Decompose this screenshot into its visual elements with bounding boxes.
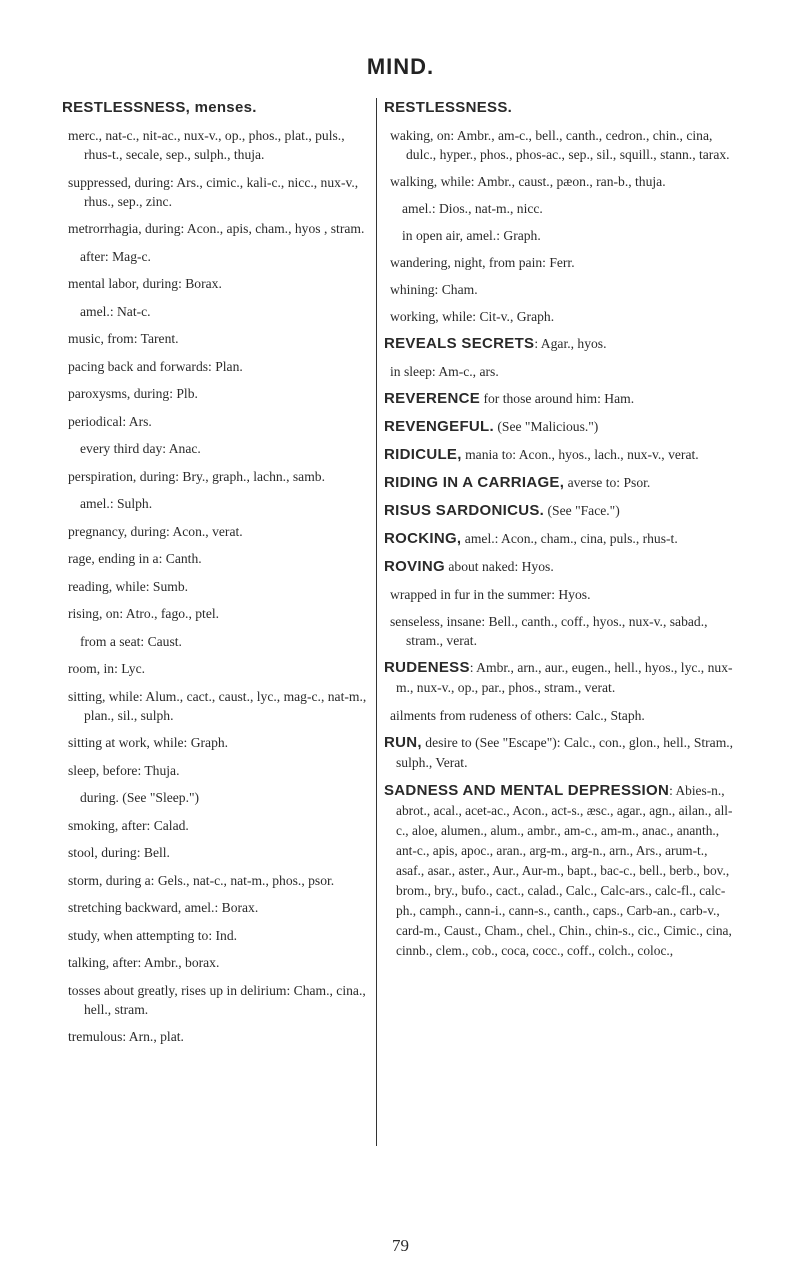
entry-line: amel.: Dios., nat-m., nicc. bbox=[402, 201, 543, 216]
entry-line: stool, during: Bell. bbox=[68, 845, 170, 860]
entry-line: senseless, insane: Bell., canth., coff., hyos., nux-v., sabad., stram., verat. bbox=[390, 614, 708, 648]
entry-risus bbox=[384, 501, 734, 521]
entry-line: smoking, after: Calad. bbox=[68, 817, 189, 833]
entry-riding bbox=[384, 473, 734, 493]
entry-rudeness bbox=[384, 658, 734, 698]
entry-text: : Ambr., arn., aur., eugen., hell., hyos., lyc., nux-m., nux-v., op., par., phos., stram., verat. bbox=[396, 660, 733, 695]
entry-text: : Agar., hyos. bbox=[534, 336, 607, 351]
entry-line: after: Mag-c. bbox=[80, 248, 151, 264]
entry-line: pregnancy, during: Acon., verat. bbox=[68, 523, 243, 539]
entry-text: desire to (See "Escape"): Calc., con., glon., hell., Stram., sulph., Verat. bbox=[396, 735, 734, 770]
entry-rocking bbox=[384, 529, 734, 549]
entry-text: about naked: Hyos. bbox=[444, 559, 554, 574]
entry-line: mental labor, during: Borax. bbox=[68, 276, 222, 291]
entry-line: pacing back and forwards: Plan. bbox=[68, 358, 243, 374]
entry-title: RUDENESS bbox=[384, 659, 470, 676]
entry-title: SADNESS AND MENTAL DEPRESSION bbox=[384, 782, 670, 799]
entry-heading: RESTLESSNESS, menses. bbox=[62, 99, 257, 116]
entry-line: tremulous: Arn., plat. bbox=[68, 1029, 184, 1044]
entry-roving bbox=[384, 557, 734, 577]
entry-line: walking, while: Ambr., caust., pæon., ran-b., thuja. bbox=[390, 174, 666, 189]
entry-reveals-secrets bbox=[384, 334, 734, 354]
entry-line: wandering, night, from pain: Ferr. bbox=[390, 255, 575, 270]
entry-line: working, while: Cit-v., Graph. bbox=[390, 309, 555, 324]
right-column bbox=[384, 98, 734, 969]
entry-line: study, when attempting to: Ind. bbox=[68, 927, 238, 943]
entry-heading: RESTLESSNESS. bbox=[384, 99, 513, 116]
entry-text: amel.: Acon., cham., cina, puls., rhus-t. bbox=[461, 531, 678, 546]
entry-line: perspiration, during: Bry., graph., lachn., samb. bbox=[68, 468, 325, 484]
page-number: 79 bbox=[392, 1236, 409, 1255]
entry-line: music, from: Tarent. bbox=[68, 331, 179, 346]
entry-text: mania to: Acon., hyos., lach., nux-v., verat. bbox=[461, 447, 699, 462]
entry-title: ROCKING, bbox=[384, 530, 462, 547]
entry-line: talking, after: Ambr., borax. bbox=[68, 955, 220, 970]
entry-line: rising, on: Atro., fago., ptel. bbox=[68, 606, 220, 621]
entry-line: every third day: Anac. bbox=[80, 441, 201, 456]
entry-text: : Abies-n., abrot., acal., acet-ac., Acon., act-s., æsc., agar., agn., ailan., all-c., aloe, alumen., alum., ambr., am-c., am-m., anac., ananth., ant-c., apis, apoc., aran., arg-m., arg-n., arn., Ars., arum-t., asaf., asar., aster., Aur., Aur-m., bapt., bac-c., bell., berb., bov., brom., bry., bufo., cact., calad., Calc., Calc-ars., calc-fl., calc-ph., camph., cann-i., cann-s., canth., caps., Carb-an., carb-v., card-m., Caust., Cham., chel., Chin., chin-s., cic., Cimic., cina, cinnb., clem., cob., coca, cocc., coff., colch., coloc., bbox=[396, 783, 733, 958]
entry-text: (See "Malicious.") bbox=[493, 419, 599, 434]
entry-text: (See "Face.") bbox=[544, 503, 620, 518]
column-divider bbox=[376, 98, 377, 1146]
entry-title: REVEALS SECRETS bbox=[384, 335, 535, 352]
entry-title: RISUS SARDONICUS. bbox=[384, 502, 545, 519]
entry-line: paroxysms, during: Plb. bbox=[68, 386, 198, 401]
entry-line: in sleep: Am-c., ars. bbox=[390, 364, 499, 379]
entry-line: sitting at work, while: Graph. bbox=[68, 735, 229, 750]
entry-line: merc., nat-c., nit-ac., nux-v., op., phos., plat., puls., rhus-t., secale, sep., sulph., thuja. bbox=[68, 128, 345, 162]
entry-line: suppressed, during: Ars., cimic., kali-c., nicc., nux-v., rhus., sep., zinc. bbox=[68, 174, 359, 209]
entry-line: from a seat: Caust. bbox=[80, 633, 182, 649]
entry-sadness bbox=[384, 781, 734, 961]
entry-line: in open air, amel.: Graph. bbox=[402, 228, 541, 243]
entry-line: sleep, before: Thuja. bbox=[68, 762, 180, 778]
entry-line: wrapped in fur in the summer: Hyos. bbox=[390, 587, 591, 602]
page-header: MIND. bbox=[366, 54, 435, 79]
entry-line: metrorrhagia, during: Acon., apis, cham., hyos , stram. bbox=[68, 221, 365, 236]
entry-reverence bbox=[384, 389, 734, 409]
entry-title: RIDICULE, bbox=[384, 446, 462, 463]
entry-revengeful bbox=[384, 417, 734, 437]
entry-line: tosses about greatly, rises up in delirium: Cham., cina., hell., stram. bbox=[68, 982, 366, 1017]
entry-title: RIDING IN A CARRIAGE, bbox=[384, 474, 565, 491]
entry-title: REVERENCE bbox=[384, 390, 481, 407]
entry-line: storm, during a: Gels., nat-c., nat-m., phos., psor. bbox=[68, 872, 335, 888]
entry-title: RUN, bbox=[384, 734, 422, 751]
entry-line: amel.: Nat-c. bbox=[80, 303, 151, 319]
entry-title: ROVING bbox=[384, 558, 445, 575]
left-column bbox=[62, 98, 374, 1055]
entry-text: for those around him: Ham. bbox=[480, 391, 635, 406]
entry-title: REVENGEFUL. bbox=[384, 418, 494, 435]
entry-line: rage, ending in a: Canth. bbox=[68, 551, 202, 566]
entry-line: room, in: Lyc. bbox=[68, 661, 146, 676]
entry-text: averse to: Psor. bbox=[564, 475, 651, 490]
entry-ridicule bbox=[384, 445, 734, 465]
entry-line: sitting, while: Alum., cact., caust., lyc., mag-c., nat-m., plan., sil., sulph. bbox=[68, 688, 367, 723]
entry-run bbox=[384, 733, 734, 773]
entry-line: stretching backward, amel.: Borax. bbox=[68, 900, 259, 915]
entry-line: during. (See "Sleep.") bbox=[80, 790, 200, 805]
entry-line: reading, while: Sumb. bbox=[68, 578, 189, 594]
entry-line: whining: Cham. bbox=[390, 282, 478, 297]
entry-line: periodical: Ars. bbox=[68, 413, 152, 429]
entry-line: ailments from rudeness of others: Calc., Staph. bbox=[390, 708, 645, 723]
entry-line: amel.: Sulph. bbox=[80, 496, 153, 511]
entry-line: waking, on: Ambr., am-c., bell., canth., cedron., chin., cina, dulc., hyper., phos., phos-ac., sep., sil., squill., stann., tarax. bbox=[390, 128, 730, 162]
